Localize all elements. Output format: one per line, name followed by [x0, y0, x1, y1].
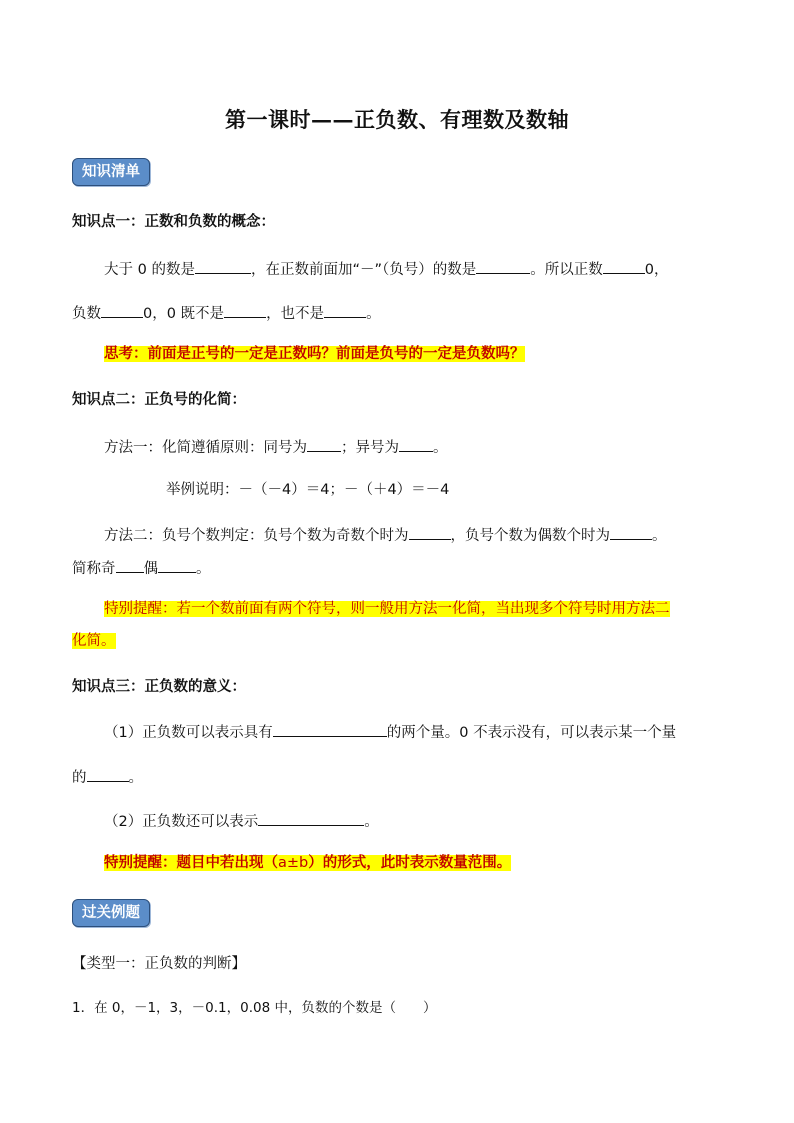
highlighted-text: 化简。 [72, 633, 116, 649]
blank [158, 555, 196, 573]
blank [258, 808, 364, 826]
highlighted-text: 特别提醒：若一个数前面有两个符号，则一般用方法一化简，当出现多个符号时用方法二 [104, 601, 670, 617]
kp2-heading: 知识点二：正负号的化简： [72, 392, 246, 408]
badge-knowledge-list: 知识清单 [72, 158, 150, 186]
kp2-method2-short [72, 555, 211, 580]
text: 方法二：负号个数判定：负号个数为奇数个时为 [104, 528, 409, 544]
blank [324, 300, 366, 318]
example-type-heading: 【类型一：正负数的判断】 [72, 956, 246, 972]
blank [409, 522, 451, 540]
blank [116, 555, 144, 573]
blank [399, 434, 433, 452]
kp3-point2 [104, 808, 379, 833]
blank [603, 256, 645, 274]
question-1: 1．在 0，－1，3，－0.1，0.08 中，负数的个数是（ ） [72, 1000, 437, 1016]
text: 0，0 既不是 [143, 306, 225, 322]
text: 负数 [72, 306, 101, 322]
kp1-heading: 知识点一：正数和负数的概念： [72, 214, 275, 230]
text: （1）正负数可以表示具有 [104, 725, 273, 741]
blank [610, 522, 652, 540]
text: 。 [196, 561, 211, 577]
text: ，负号个数为偶数个时为 [450, 528, 610, 544]
badge-examples: 过关例题 [72, 899, 150, 927]
highlighted-text: 思考：前面是正号的一定是正数吗？前面是负号的一定是负数吗？ [104, 346, 525, 362]
blank [476, 256, 530, 274]
text: 特别提醒：题目中若出现（ [104, 855, 278, 871]
text: 。 [128, 770, 143, 786]
text: 。 [366, 306, 381, 322]
text: ）的形式，此时表示数量范围。 [308, 855, 512, 871]
text: 大于 0 的数是 [104, 262, 195, 278]
kp2-method1 [104, 434, 448, 459]
blank [101, 300, 143, 318]
kp2-method2 [104, 522, 667, 547]
kp1-line2 [72, 300, 381, 325]
text: 简称奇 [72, 561, 116, 577]
kp1-line1 [104, 256, 668, 281]
blank [195, 256, 251, 274]
kp1-think [104, 343, 525, 365]
text: 0， [644, 262, 669, 278]
text: 。 [652, 528, 667, 544]
text: 的 [72, 770, 87, 786]
text: ，也不是 [266, 306, 325, 322]
text: ；异号为 [341, 440, 399, 456]
blank [224, 300, 266, 318]
formula: a±b [278, 855, 309, 871]
text: 。 [364, 814, 379, 830]
page-title: 第一课时——正负数、有理数及数轴 [225, 107, 569, 132]
text: 。 [433, 440, 448, 456]
kp3-point1 [104, 719, 676, 744]
kp3-remind [104, 852, 511, 874]
text: （2）正负数还可以表示 [104, 814, 259, 830]
highlighted-text [104, 855, 511, 871]
kp3-point1-cont [72, 764, 143, 789]
blank [273, 719, 387, 737]
blank [87, 764, 129, 782]
text: 偶 [143, 561, 158, 577]
text: 。所以正数 [530, 262, 603, 278]
kp2-remind-line2 [72, 630, 116, 652]
kp2-example: 举例说明：－（－4）＝4；－（＋4）＝－4 [166, 482, 450, 498]
text: ，在正数前面加“－”（负号）的数是 [250, 262, 477, 278]
kp3-heading: 知识点三：正负数的意义： [72, 679, 246, 695]
blank [307, 434, 341, 452]
kp2-remind-line1 [104, 598, 670, 620]
text: 方法一：化简遵循原则：同号为 [104, 440, 307, 456]
text: 的两个量。0 不表示没有，可以表示某一个量 [386, 725, 677, 741]
